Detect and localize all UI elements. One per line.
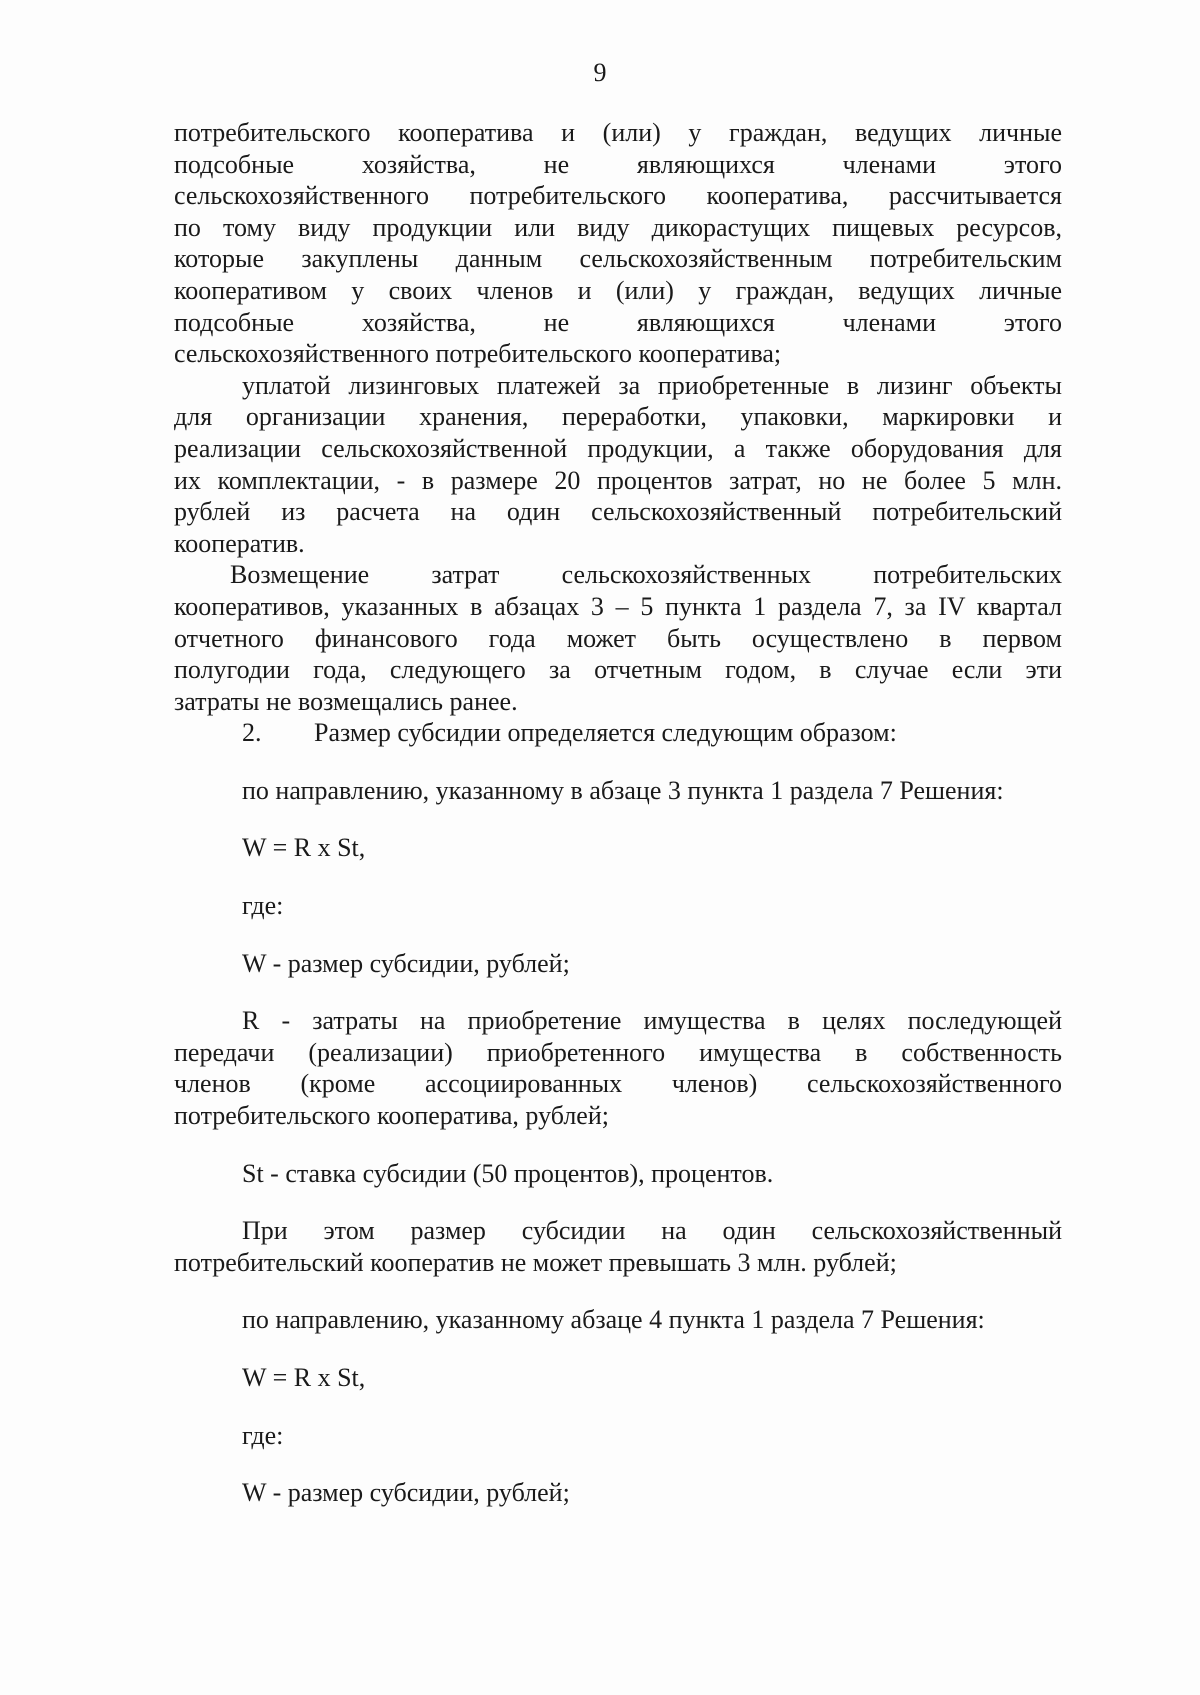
text-line: потребительского кооператива, рублей; [174,1101,609,1131]
where-label [174,1420,1062,1452]
definition-st [174,1158,1062,1190]
text-line: которые закуплены данным сельскохозяйственным потребительским [174,244,1062,274]
text-line: полугодии года, следующего за отчетным годом, в случае если эти [174,655,1062,685]
text-line: сельскохозяйственного потребительского кооператива, рассчитывается [174,181,1062,211]
text-line: подсобные хозяйства, не являющихся членами этого [174,149,1062,179]
direction-abzats-3 [174,775,1062,807]
text-line: по направлению, указанному абзаце 4 пункта 1 раздела 7 Решения: [242,1305,985,1335]
text-line: где: [242,891,284,921]
direction-abzats-4 [174,1304,1062,1336]
text-line: потребительский кооператив не может превышать 3 млн. рублей; [174,1247,897,1277]
text-line: подсобные хозяйства, не являющихся членами этого [174,307,1062,337]
text-line: W - размер субсидии, рублей; [242,948,570,978]
text-line: сельскохозяйственного потребительского кооператива; [174,339,782,369]
text-line: При этом размер субсидии на один сельскохозяйственный [242,1216,1062,1246]
formula [174,1362,1062,1394]
text-line: членов (кроме ассоциированных членов) сельскохозяйственного [174,1069,1062,1099]
page-number: 9 [593,58,607,87]
text-line: W = R x St, [242,1363,366,1392]
text-line: уплатой лизинговых платежей за приобретенные в лизинг объекты [242,370,1062,400]
text-line: кооперативом у своих членов и (или) у граждан, ведущих личные [174,275,1062,305]
text-line: по направлению, указанному в абзаце 3 пункта 1 раздела 7 Решения: [242,775,1004,805]
text-line: St - ставка субсидии (50 процентов), процентов. [242,1158,774,1188]
item-number: 2. [242,718,262,748]
paragraph-coop-calculation [174,117,1062,370]
text-line: реализации сельскохозяйственной продукции, а также оборудования для [174,433,1062,463]
text-line: рублей из расчета на один сельскохозяйственный потребительский [174,497,1062,527]
text-line: затраты не возмещались ранее. [174,686,518,716]
text-line: кооператив. [174,528,305,558]
document-body [174,117,1062,1509]
where-label [174,890,1062,922]
definition-r [174,1005,1062,1131]
text-line: W - размер субсидии, рублей; [242,1478,570,1508]
text-line: по тому виду продукции или виду дикорастущих пищевых ресурсов, [174,212,1062,242]
text-line: R - затраты на приобретение имущества в целях последующей [242,1006,1062,1036]
paragraph-limit [174,1215,1062,1278]
paragraph-leasing [174,370,1062,560]
text-line: отчетного финансового года может быть осуществлено в первом [174,623,1062,653]
definition-w [174,948,1062,980]
text-line: где: [242,1420,284,1450]
paragraph-reimbursement [174,559,1062,717]
text-line: потребительского кооператива и (или) у граждан, ведущих личные [174,118,1062,147]
numbered-item-2 [174,717,1062,749]
text-line: W = R x St, [242,833,366,863]
definition-w [174,1477,1062,1509]
text-line: для организации хранения, переработки, упаковки, маркировки и [174,402,1062,432]
text-line: Размер субсидии определяется следующим образом: [314,718,897,748]
text-line: Возмещение затрат сельскохозяйственных потребительских [230,560,1062,590]
text-line: передачи (реализации) приобретенного имущества в собственность [174,1037,1062,1067]
formula [174,832,1062,864]
text-line: кооперативов, указанных в абзацах 3 – 5 пункта 1 раздела 7, за IV квартал [174,591,1062,621]
text-line: их комплектации, - в размере 20 процентов затрат, но не более 5 млн. [174,465,1062,495]
